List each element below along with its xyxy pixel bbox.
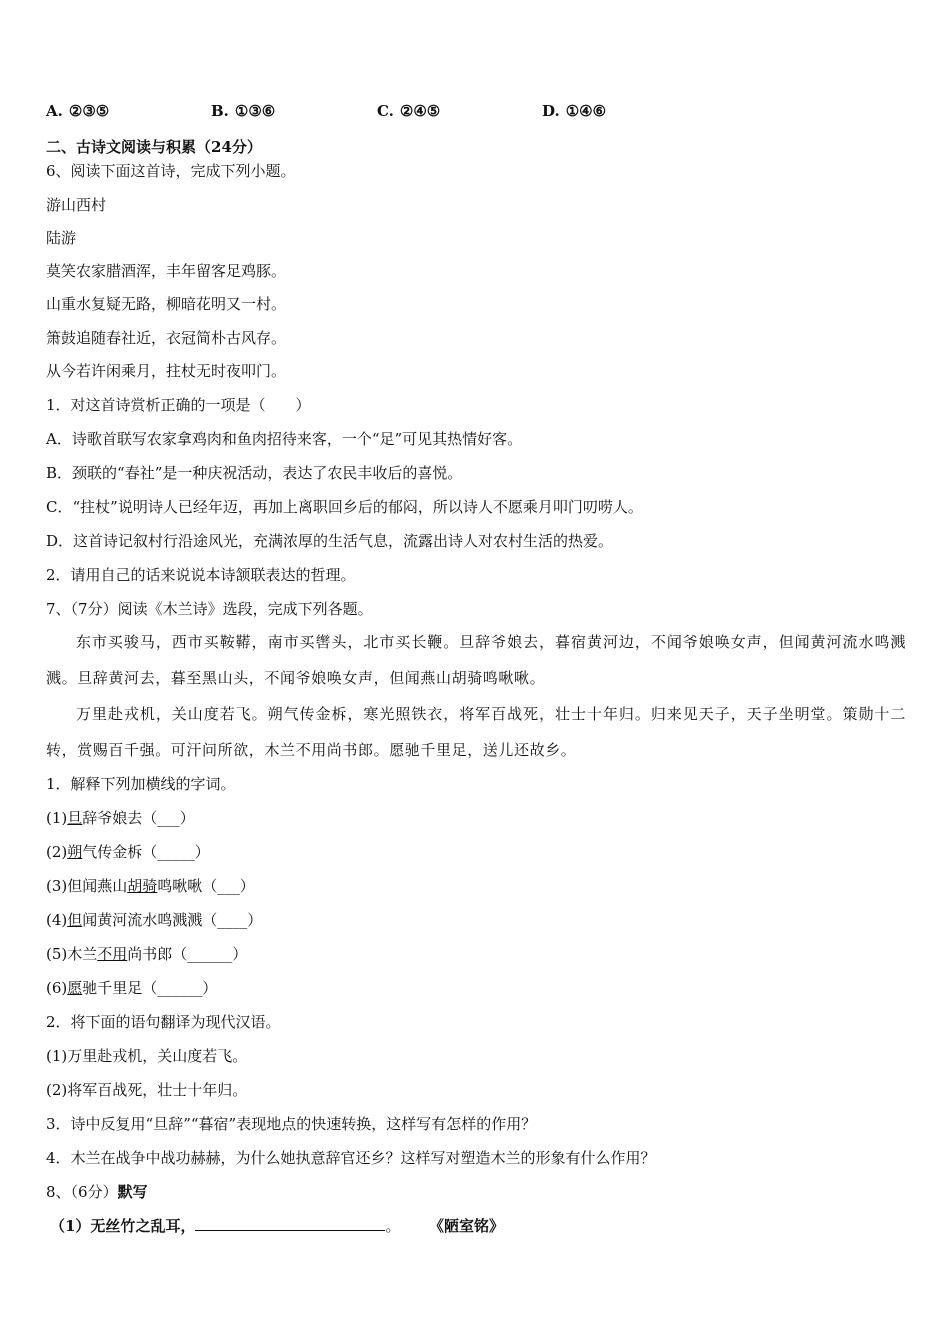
q7-sub1: 1．解释下列加横线的字词。 (46, 775, 236, 793)
option-c-value: ②④⑤ (399, 102, 441, 120)
option-d (542, 102, 612, 120)
q7-sub2: 2．将下面的语句翻译为现代汉语。 (46, 1013, 281, 1031)
choice-d: D．这首诗记叙村行沿途风光，充满浓厚的生活气息，流露出诗人对农村生活的热爱。 (46, 532, 614, 550)
choice-c: C．“拄杖”说明诗人已经年迈，再加上离职回乡后的郁闷，所以诗人不愿乘月叩门叨唠人。 (46, 498, 643, 516)
poem-line: 莫笑农家腊酒浑，丰年留客足鸡豚。 (46, 262, 287, 280)
option-a (46, 102, 115, 120)
q7-intro: 7、（7分）阅读《木兰诗》选段，完成下列各题。 (46, 600, 373, 618)
poem-title: 游山西村 (46, 196, 107, 214)
q8-item-1-period: 。 (385, 1217, 401, 1235)
translate-item-1: (1)万里赴戎机，关山度若飞。 (46, 1047, 248, 1065)
vocab-item-underlined: 朔 (67, 843, 83, 861)
vocab-item-1 (46, 808, 195, 828)
poem-author: 陆游 (46, 229, 77, 247)
vocab-item-prefix: (5)木兰 (46, 945, 98, 963)
option-a-letter: A. (46, 102, 63, 120)
vocab-item-underlined: 愿 (67, 979, 83, 997)
q6-sub2: 2．请用自己的话来说说本诗颔联表达的哲理。 (46, 566, 356, 584)
q8-item-1 (50, 1216, 504, 1236)
vocab-item-6 (46, 978, 217, 998)
poem-line: 山重水复疑无路，柳暗花明又一村。 (46, 295, 287, 313)
vocab-item-suffix: 气传金柝（_____） (82, 843, 210, 861)
option-c (377, 102, 446, 120)
choice-b: B．颈联的“春社”是一种庆祝活动，表达了农民丰收后的喜悦。 (46, 464, 463, 482)
q7-sub4: 4．木兰在战争中战功赫赫，为什么她执意辞官还乡？这样写对塑造木兰的形象有什么作用？ (46, 1149, 656, 1167)
vocab-item-suffix: 尚书郎（______） (127, 945, 248, 963)
answer-blank[interactable] (195, 1216, 385, 1231)
vocab-item-prefix: (2) (46, 843, 68, 861)
q8-intro-plain: 8、（6分） (46, 1183, 118, 1201)
poem-line: 从今若许闲乘月，拄杖无时夜叩门。 (46, 362, 287, 380)
vocab-item-prefix: (1) (46, 809, 68, 827)
poem-line: 箫鼓追随春社近，衣冠简朴古风存。 (46, 329, 287, 347)
option-b-value: ①③⑥ (234, 102, 276, 120)
option-b (211, 102, 281, 120)
q8-item-1-prefix: （1）无丝竹之乱耳， (50, 1217, 196, 1235)
vocab-item-3 (46, 876, 255, 896)
vocab-item-prefix: (3)但闻燕山 (46, 877, 128, 895)
vocab-item-4 (46, 910, 262, 930)
option-d-letter: D. (542, 102, 560, 120)
vocab-item-5 (46, 944, 247, 964)
q6-intro: 6、阅读下面这首诗，完成下列小题。 (46, 162, 296, 180)
vocab-item-2 (46, 842, 210, 862)
vocab-item-prefix: (4) (46, 911, 68, 929)
option-c-letter: C. (377, 102, 394, 120)
vocab-item-suffix: 闻黄河流水鸣溅溅（____） (82, 911, 263, 929)
option-b-letter: B. (211, 102, 229, 120)
vocab-item-underlined: 胡骑 (127, 877, 158, 895)
passage-paragraph-2: 万里赴戎机，关山度若飞。朔气传金柝，寒光照铁衣，将军百战死，壮士十年归。归来见天子，天子坐明堂。策勋十二转，赏赐百千强。可汗问所欲，木兰不用尚书郎。愿驰千里足，送儿还故乡。 (46, 705, 906, 759)
q8-intro-bold: 默写 (117, 1183, 148, 1201)
option-a-value: ②③⑤ (68, 102, 110, 120)
vocab-item-underlined: 不用 (97, 945, 128, 963)
q8-intro (46, 1182, 148, 1202)
vocab-item-underlined: 但 (67, 911, 83, 929)
vocab-item-suffix: 鸣啾啾（___） (157, 877, 255, 895)
choice-a: A．诗歌首联写农家拿鸡肉和鱼肉招待来客，一个“足”可见其热情好客。 (46, 430, 523, 448)
vocab-item-prefix: (6) (46, 979, 68, 997)
q8-item-1-source: 《陋室铭》 (436, 1217, 504, 1235)
q6-sub1: 1．对这首诗赏析正确的一项是（ ） (46, 396, 311, 414)
vocab-item-underlined: 旦 (67, 809, 83, 827)
q7-sub3: 3．诗中反复用“旦辞”“暮宿”表现地点的快速转换，这样写有怎样的作用？ (46, 1115, 537, 1133)
passage-paragraph-1: 东市买骏马，西市买鞍鞯，南市买辔头，北市买长鞭。旦辞爷娘去，暮宿黄河边，不闻爷娘唤女声，但闻黄河流水鸣溅溅。旦辞黄河去，暮至黑山头，不闻爷娘唤女声，但闻燕山胡骑鸣啾啾。 (46, 633, 906, 687)
option-d-value: ①④⑥ (565, 102, 607, 120)
translate-item-2: (2)将军百战死，壮士十年归。 (46, 1081, 248, 1099)
vocab-item-suffix: 辞爷娘去（___） (82, 809, 195, 827)
vocab-item-suffix: 驰千里足（______） (82, 979, 218, 997)
section-title: 二、古诗文阅读与积累（24分） (46, 138, 262, 156)
